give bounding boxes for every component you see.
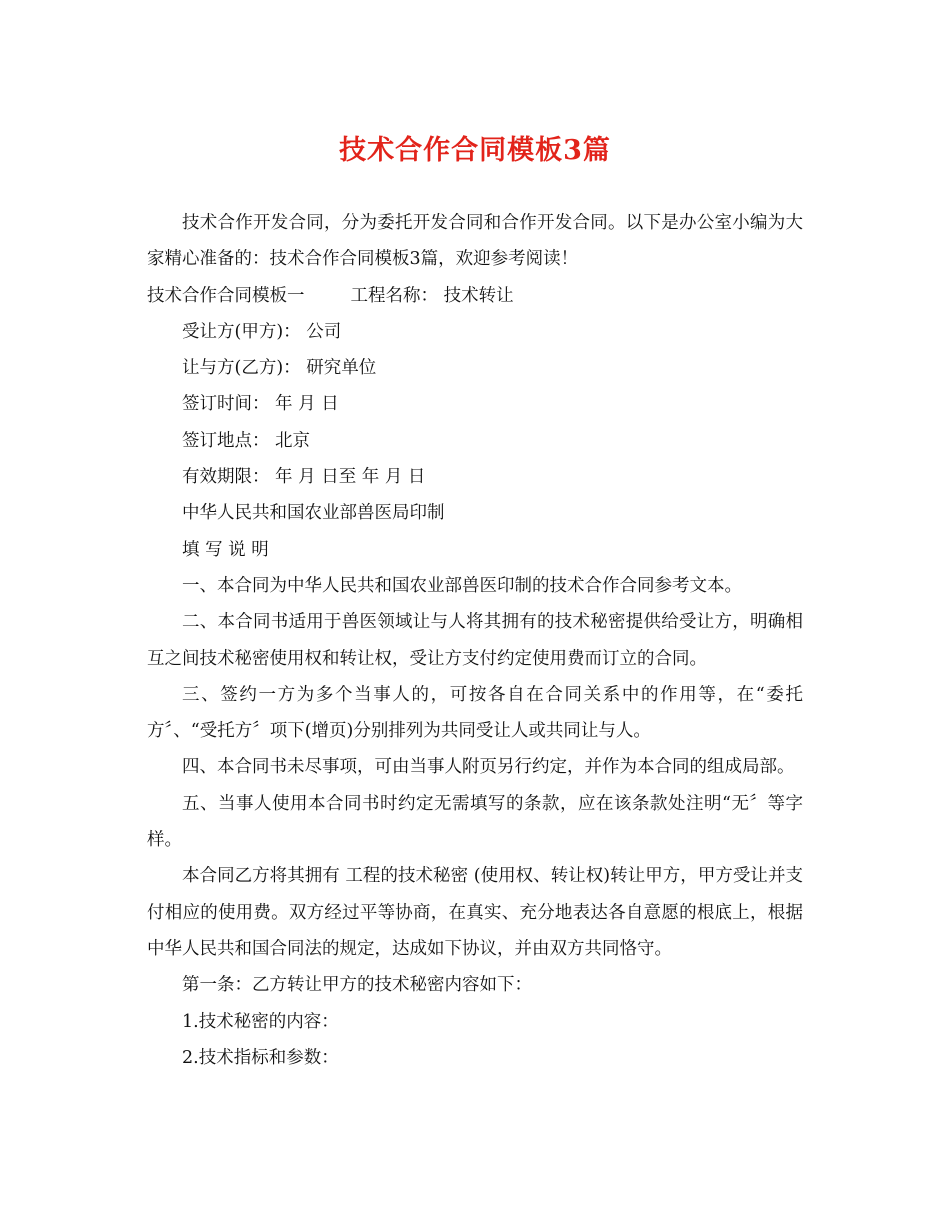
agreement-paragraph: 本合同乙方将其拥有 工程的技术秘密 (使用权、转让权)转让甲方，甲方受让并支付相应的使用费。双方经过平等协商，在真实、充分地表达各自意愿的根底上，根据中华人民共和国合同法的规定，达成如下协议，并由双方共同恪守。 [147,866,803,959]
project-label: 工程名称： [350,285,438,306]
instruction-paragraph: 五、当事人使用本合同书时约定无需填写的条款，应在该条款处注明“无〞等字样。 [147,793,803,851]
field-line: 签订地点： 北京 [182,430,311,451]
field-line: 让与方(乙方)： 研究单位 [182,358,377,379]
article-item: 1.技术秘密的内容： [182,1011,339,1032]
instructions-heading: 填 写 说 明 [182,539,269,560]
document-body [147,205,803,1076]
publisher-line: 中华人民共和国农业部兽医局印制 [182,503,445,524]
intro-paragraph: 技术合作开发合同，分为委托开发合同和合作开发合同。以下是办公室小编为大家精心准备的：技术合作合同模板3篇，欢迎参考阅读！ [147,213,803,270]
template-heading-line [147,278,803,314]
instruction-paragraph: 一、本合同为中华人民共和国农业部兽医印制的技术合作合同参考文本。 [182,575,742,596]
instruction-paragraph: 三、签约一方为多个当事人的，可按各自在合同关系中的作用等，在“委托方〞、“受托方〞项下(增页)分别排列为共同受让人或共同让与人。 [147,684,803,742]
field-line: 受让方(甲方)： 公司 [182,321,342,342]
article-heading: 第一条：乙方转让甲方的技术秘密内容如下： [182,975,532,996]
project-value: 技术转让 [443,285,514,306]
field-line: 有效期限： 年 月 日至 年 月 日 [182,467,426,488]
instruction-paragraph: 四、本合同书未尽事项，可由当事人附页另行约定，并作为本合同的组成局部。 [182,757,795,778]
field-line: 签订时间： 年 月 日 [182,394,339,415]
instruction-paragraph: 二、本合同书适用于兽医领域让与人将其拥有的技术秘密提供给受让方，明确相互之间技术秘密使用权和转让权，受让方支付约定使用费而订立的合同。 [147,612,803,669]
template-heading: 技术合作合同模板一 [147,285,305,306]
document-title: 技术合作合同模板3篇 [339,135,611,166]
article-item: 2.技术指标和参数： [182,1047,339,1068]
